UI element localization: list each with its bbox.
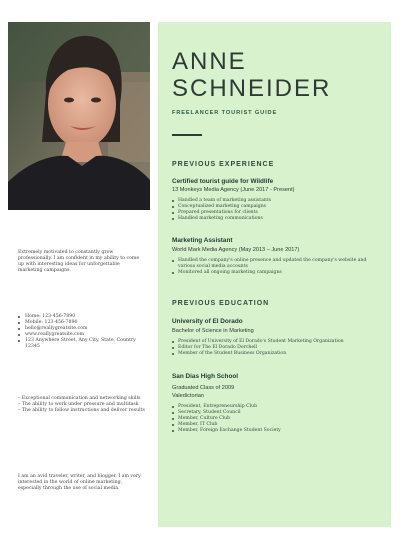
job-bullets [172, 258, 377, 276]
list-item: Member, Culture Club [172, 416, 377, 422]
list-item: Member of the Student Business Organization [172, 351, 377, 357]
job-title: Marketing Assistant [172, 237, 233, 244]
job-company: 13 Monkeys Media Agency (June 2017 - Present) [172, 187, 295, 193]
school-name: San Dias High School [172, 373, 239, 380]
list-item: President of University of El Dorado's Student Marketing Organization [172, 339, 377, 345]
list-item: Conceptualized marketing campaigns [172, 204, 377, 210]
contact-address: 123 Anywhere Street, Any City, State, Country 12345 [18, 338, 144, 350]
list-item: Prepared presentations for clients [172, 210, 377, 216]
list-item: Secretary, Student Council [172, 410, 377, 416]
job-bullets [172, 198, 377, 222]
honor: Valedictorian [172, 393, 204, 399]
list-item: Monitored all ongoing marketing campaigns [172, 270, 377, 276]
list-item: President, Entrepreneurship Club [172, 404, 377, 410]
contact-phone-mobile: Mobile: 123-456-7890 [18, 320, 144, 326]
list-item: Handled marketing communications [172, 216, 377, 222]
school-bullets [172, 339, 377, 357]
experience-heading: PREVIOUS EXPERIENCE [172, 161, 275, 168]
list-item: – The ability to work under pressure and multitask [18, 402, 139, 407]
skills-list [18, 396, 148, 414]
summary-text: Extremely motivated to constantly grow professionally. I am confident in my ability to come up with interesting ideas for unforgettable marketing campaigns. [18, 250, 140, 273]
education-heading: PREVIOUS EDUCATION [172, 300, 270, 307]
candidate-name [172, 48, 382, 102]
first-name: ANNE [172, 48, 247, 75]
contact-website: www.reallygreatsite.com [18, 332, 144, 338]
school-bullets [172, 404, 377, 434]
about-text: I am an avid traveler, writer, and blogger. I am very interested in the world of online marketing, especially through the use of social media. [18, 474, 141, 491]
job-role: FREELANCER TOURIST GUIDE [172, 110, 278, 116]
list-item: – The ability to follow instructions and deliver results [18, 408, 145, 413]
title-divider [172, 134, 202, 136]
list-item: Editor for The El Dorado Dorchell [172, 345, 377, 351]
degree: Bachelor of Science in Marketing [172, 328, 254, 334]
list-item: Handled a team of marketing assistants [172, 198, 377, 204]
contact-list [18, 314, 144, 350]
school-name: University of El Dorado [172, 318, 243, 325]
contact-email: hello@reallygreatsite.com [18, 326, 144, 332]
list-item: Member, IT Club [172, 422, 377, 428]
list-item: – Exceptional communication and networking skills [18, 396, 141, 401]
graduation: Graduated Class of 2009 [172, 385, 235, 391]
list-item: Member, Foreign Exchange Student Society [172, 428, 377, 434]
list-item: Handled the company's online presence and updated the company's website and various social media accounts [172, 258, 377, 270]
job-title: Certified tourist guide for Wildlife [172, 178, 274, 185]
contact-phone-home: Home: 123-456-7890 [18, 314, 144, 320]
job-company: World Mark Media Agency (May 2013 – June 2017) [172, 247, 300, 253]
last-name: SCHNEIDER [172, 75, 332, 102]
portrait-photo [8, 22, 150, 210]
